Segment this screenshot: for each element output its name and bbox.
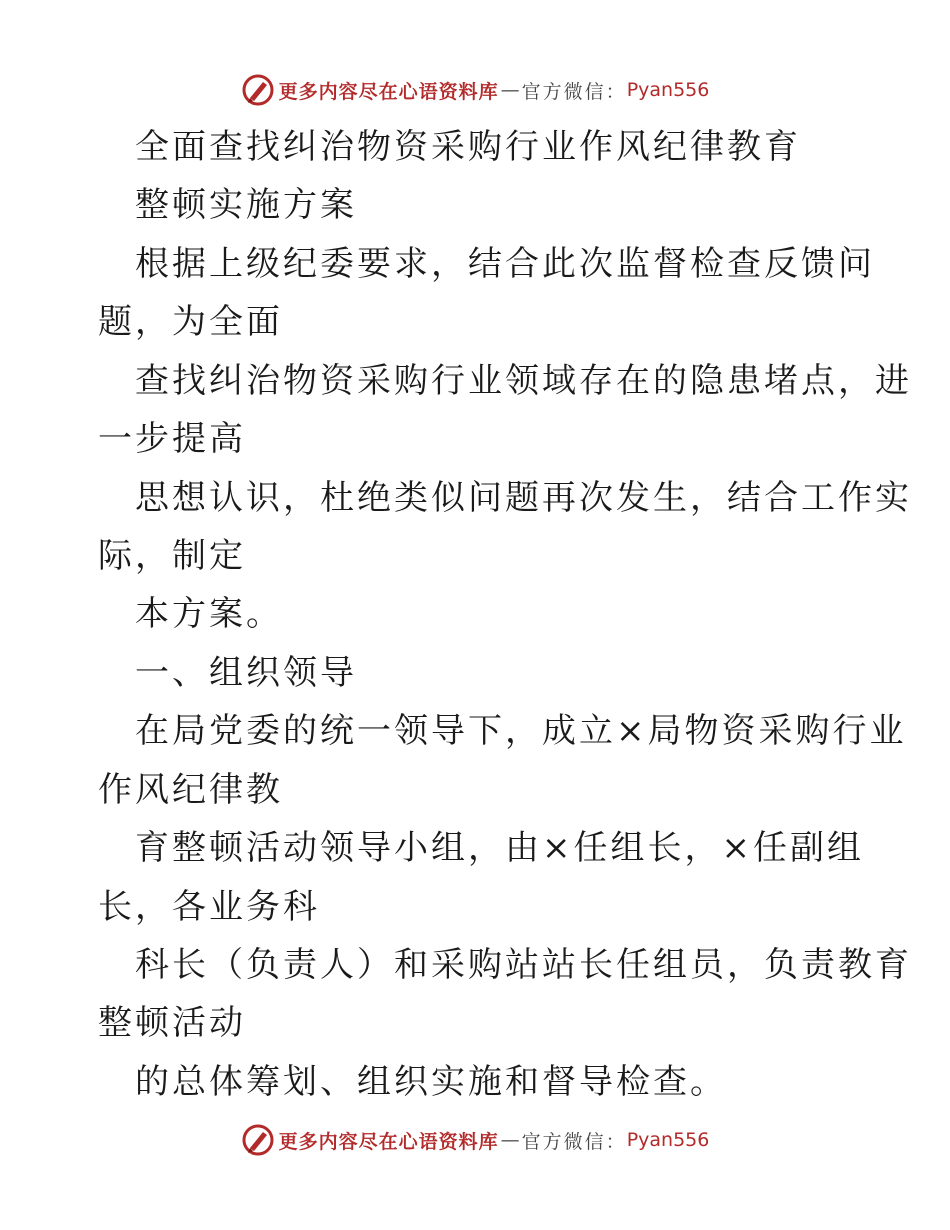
- banner-wechat-id: Pyan556: [626, 1129, 710, 1151]
- banner-separator: —: [500, 1129, 520, 1151]
- doc-line: 科长（负责人）和采购站站长任组员，负责教育: [135, 945, 912, 985]
- doc-line: 题，为全面: [98, 302, 283, 342]
- banner-wechat-id: Pyan556: [626, 79, 710, 101]
- doc-line: 在局党委的统一领导下，成立×局物资采购行业: [135, 711, 907, 751]
- doc-section-heading: 一、组织领导: [135, 653, 357, 693]
- banner-official-label: 官方微信：: [521, 1130, 627, 1153]
- doc-line: 作风纪律教: [98, 770, 283, 810]
- doc-line: 际，制定: [98, 536, 246, 576]
- footer-banner: [0, 1120, 950, 1160]
- doc-line: 查找纠治物资采购行业领域存在的隐患堵点，进: [135, 361, 912, 401]
- doc-line: 本方案。: [135, 594, 283, 634]
- header-banner: [0, 70, 950, 110]
- doc-line: 整顿活动: [98, 1003, 246, 1043]
- banner-brand: 更多内容尽在心语资料库: [278, 1130, 499, 1153]
- doc-title-line-2: 整顿实施方案: [135, 185, 357, 225]
- banner-separator: —: [500, 79, 520, 101]
- doc-line: 根据上级纪委要求，结合此次监督检查反馈问: [135, 244, 875, 284]
- doc-line: 育整顿活动领导小组，由×任组长，×任副组: [135, 828, 864, 868]
- banner-brand: 更多内容尽在心语资料库: [278, 80, 499, 103]
- banner-official-label: 官方微信：: [521, 80, 627, 103]
- doc-title-line-1: 全面查找纠治物资采购行业作风纪律教育: [135, 127, 801, 167]
- doc-line: 长，各业务科: [98, 887, 320, 927]
- doc-line: 的总体筹划、组织实施和督导检查。: [135, 1062, 727, 1102]
- pen-circle-logo-icon: [241, 1123, 275, 1157]
- doc-line: 思想认识，杜绝类似问题再次发生，结合工作实: [135, 478, 912, 518]
- pen-circle-logo-icon: [241, 73, 275, 107]
- doc-line: 一步提高: [98, 419, 246, 459]
